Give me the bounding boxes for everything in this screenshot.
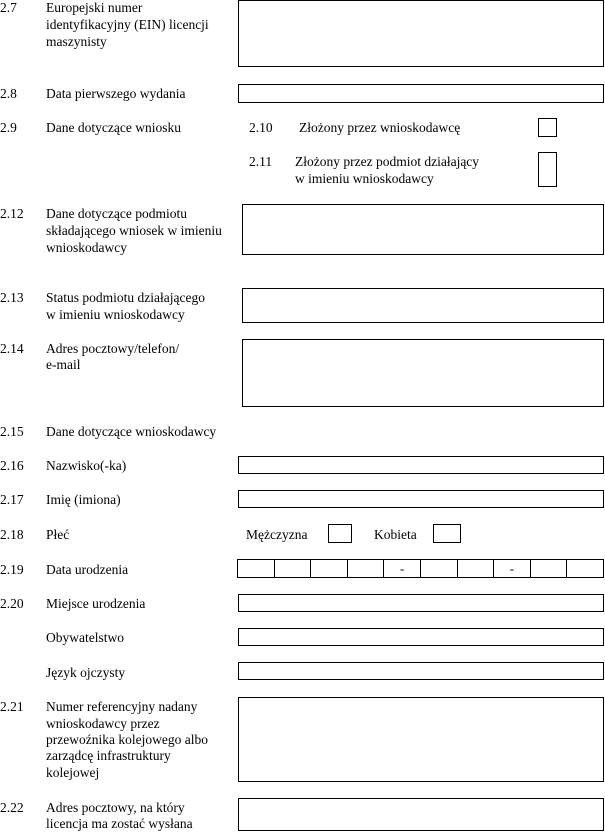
item-number-2-17: 2.17 [0,492,24,507]
label-entity-data-line3: wnioskodawcy [46,240,127,255]
label-submitted-by-applicant: Złożony przez wnioskodawcę [299,120,461,135]
dob-separator-2: - [494,560,531,577]
dob-year-digit-1[interactable] [421,560,458,577]
label-submitted-by-entity-line1: Złożony przez podmiot działający [295,154,480,169]
item-number-2-8: 2.8 [0,86,17,101]
item-number-2-12: 2.12 [0,206,24,221]
label-female: Kobieta [374,527,417,542]
item-number-2-9: 2.9 [0,120,17,135]
postal-address-phone-email-field[interactable] [242,339,604,407]
label-reference-number-line3: przewoźnika kolejowego albo [46,732,208,747]
item-number-2-11: 2.11 [249,154,273,169]
label-ein-line1: Europejski numer [46,0,143,15]
submitted-by-applicant-checkbox[interactable] [538,118,557,137]
label-entity-data-line2: składającego wniosek w imieniu [46,223,222,238]
dob-day-digit-1[interactable] [238,560,275,577]
label-ein-line3: maszynisty [46,34,107,49]
item-number-2-14: 2.14 [0,341,24,356]
label-entity-data-line1: Dane dotyczące podmiotu [46,206,187,221]
first-name-field[interactable] [238,490,604,508]
label-male: Mężczyzna [246,527,308,542]
entity-status-field[interactable] [242,288,604,323]
label-reference-number-line1: Numer referencyjny nadany [46,699,198,714]
female-checkbox[interactable] [433,524,461,543]
ein-field[interactable] [238,0,604,67]
item-number-2-21: 2.21 [0,699,24,714]
label-postal-address-line1: Adres pocztowy/telefon/ [46,341,180,356]
dob-month-digit-1[interactable] [311,560,348,577]
label-citizenship: Obywatelstwo [46,630,124,645]
label-ein-line2: identyfikacyjny (EIN) licencji [46,17,209,32]
dob-month-digit-2[interactable] [348,560,385,577]
item-number-2-18: 2.18 [0,527,24,542]
item-number-2-13: 2.13 [0,290,24,305]
reference-number-field[interactable] [238,697,604,782]
surname-field[interactable] [238,456,604,474]
label-first-issue-date: Data pierwszego wydania [46,86,186,101]
item-number-2-16: 2.16 [0,458,24,473]
item-number-2-20: 2.20 [0,596,24,611]
native-language-field[interactable] [238,662,604,680]
label-sex: Płeć [46,527,70,542]
dob-year-digit-3[interactable] [531,560,568,577]
label-surname: Nazwisko(-ka) [46,458,127,473]
item-number-2-10: 2.10 [249,120,273,135]
mailing-address-field[interactable] [238,798,604,831]
label-application-data: Dane dotyczące wniosku [46,120,181,135]
dob-year-digit-4[interactable] [567,560,603,577]
citizenship-field[interactable] [238,628,604,646]
label-place-of-birth: Miejsce urodzenia [46,596,146,611]
item-number-2-22: 2.22 [0,800,24,815]
place-of-birth-field[interactable] [238,594,604,612]
label-date-of-birth: Data urodzenia [46,562,129,577]
label-entity-status-line2: w imieniu wnioskodawcy [46,307,185,322]
label-reference-number-line4: zarządcę infrastruktury [46,748,171,763]
submitted-by-entity-checkbox[interactable] [538,152,557,187]
item-number-2-7: 2.7 [0,0,17,15]
dob-separator-1: - [384,560,421,577]
dob-day-digit-2[interactable] [275,560,312,577]
item-number-2-19: 2.19 [0,562,24,577]
label-first-name: Imię (imiona) [46,492,121,507]
label-postal-address-line2: e-mail [46,357,81,372]
label-mailing-address-line1: Adres pocztowy, na który [46,800,185,815]
entity-data-field[interactable] [242,204,604,255]
label-reference-number-line2: wnioskodawcy przez [46,716,160,731]
label-applicant-data: Dane dotyczące wnioskodawcy [46,424,217,439]
label-submitted-by-entity-line2: w imieniu wnioskodawcy [295,171,434,186]
label-reference-number-line5: kolejowej [46,765,100,780]
item-number-2-15: 2.15 [0,424,24,439]
label-native-language: Język ojczysty [46,665,126,680]
first-issue-date-field[interactable] [238,84,604,103]
label-mailing-address-line2: licencja ma zostać wysłana [46,816,193,831]
date-of-birth-field [237,559,604,578]
dob-year-digit-2[interactable] [458,560,495,577]
male-checkbox[interactable] [328,524,352,543]
label-entity-status-line1: Status podmiotu działającego [46,290,205,305]
